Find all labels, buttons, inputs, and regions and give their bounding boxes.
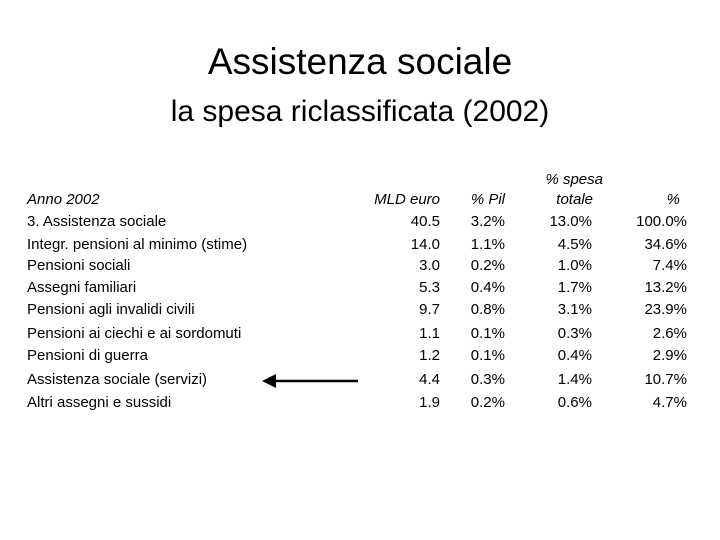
table-row-pil: 1.1%	[470, 236, 505, 253]
header-year: Anno 2002	[27, 191, 100, 208]
table-row-mld: 5.3	[419, 279, 440, 296]
table-row-mld: 1.9	[419, 394, 440, 411]
table-row-pct: 2.9%	[652, 347, 687, 364]
header-pct-spesa-line2: totale	[556, 191, 593, 208]
table-row-label: Pensioni sociali	[27, 257, 131, 274]
table-row-pct: 2.6%	[652, 325, 687, 342]
table-row-pil: 0.2%	[470, 257, 505, 274]
table-row-pct: 100.0%	[636, 213, 687, 230]
table-row-mld: 4.4	[419, 371, 440, 388]
table-row-spesa: 1.4%	[557, 371, 592, 388]
table-row-pil: 0.3%	[470, 371, 505, 388]
table-row-mld: 40.5	[410, 213, 440, 230]
table-row-pct: 7.4%	[652, 257, 687, 274]
table-row-mld: 1.1	[419, 325, 440, 342]
table-row-label: Integr. pensioni al minimo (stime)	[27, 236, 248, 253]
table-row-mld: 1.2	[419, 347, 440, 364]
table-row-spesa: 13.0%	[549, 213, 592, 230]
table-row-spesa: 0.3%	[557, 325, 592, 342]
table-row-pct: 23.9%	[644, 301, 687, 318]
table-row-spesa: 1.7%	[557, 279, 592, 296]
slide-subtitle: la spesa riclassificata (2002)	[170, 95, 550, 128]
table-row-pil: 3.2%	[470, 213, 505, 230]
table-row-pil: 0.8%	[470, 301, 505, 318]
table-row-pct: 4.7%	[652, 394, 687, 411]
table-row-label: Pensioni ai ciechi e ai sordomuti	[27, 325, 242, 342]
table-row-pil: 0.4%	[470, 279, 505, 296]
table-row-spesa: 4.5%	[557, 236, 592, 253]
table-row-spesa: 0.6%	[557, 394, 592, 411]
table-row-label: Pensioni agli invalidi civili	[27, 301, 195, 318]
table-row-pil: 0.1%	[470, 347, 505, 364]
table-row-pct: 34.6%	[644, 236, 687, 253]
table-row-label: Assistenza sociale (servizi)	[27, 371, 208, 388]
table-row-label: Pensioni di guerra	[27, 347, 148, 364]
table-row-pil: 0.2%	[470, 394, 505, 411]
table-row-label: 3. Assistenza sociale	[27, 213, 167, 230]
table-row-pct: 13.2%	[644, 279, 687, 296]
table-row-pct: 10.7%	[644, 371, 687, 388]
table-row-mld: 9.7	[419, 301, 440, 318]
table-row-spesa: 0.4%	[557, 347, 592, 364]
table-row-mld: 14.0	[410, 236, 440, 253]
table-row-mld: 3.0	[419, 257, 440, 274]
table-row-spesa: 1.0%	[557, 257, 592, 274]
table-row-pil: 0.1%	[470, 325, 505, 342]
table-row-spesa: 3.1%	[557, 301, 592, 318]
table-row-label: Assegni familiari	[27, 279, 137, 296]
table-row-label: Altri assegni e sussidi	[27, 394, 172, 411]
slide-title: Assistenza sociale	[207, 41, 513, 82]
header-pct-spesa-line1: % spesa	[545, 171, 603, 188]
arrow-left-icon	[262, 372, 362, 390]
header-pct: %	[666, 191, 680, 208]
header-pct-pil: % Pil	[470, 191, 505, 208]
header-mld-euro: MLD euro	[374, 191, 440, 208]
